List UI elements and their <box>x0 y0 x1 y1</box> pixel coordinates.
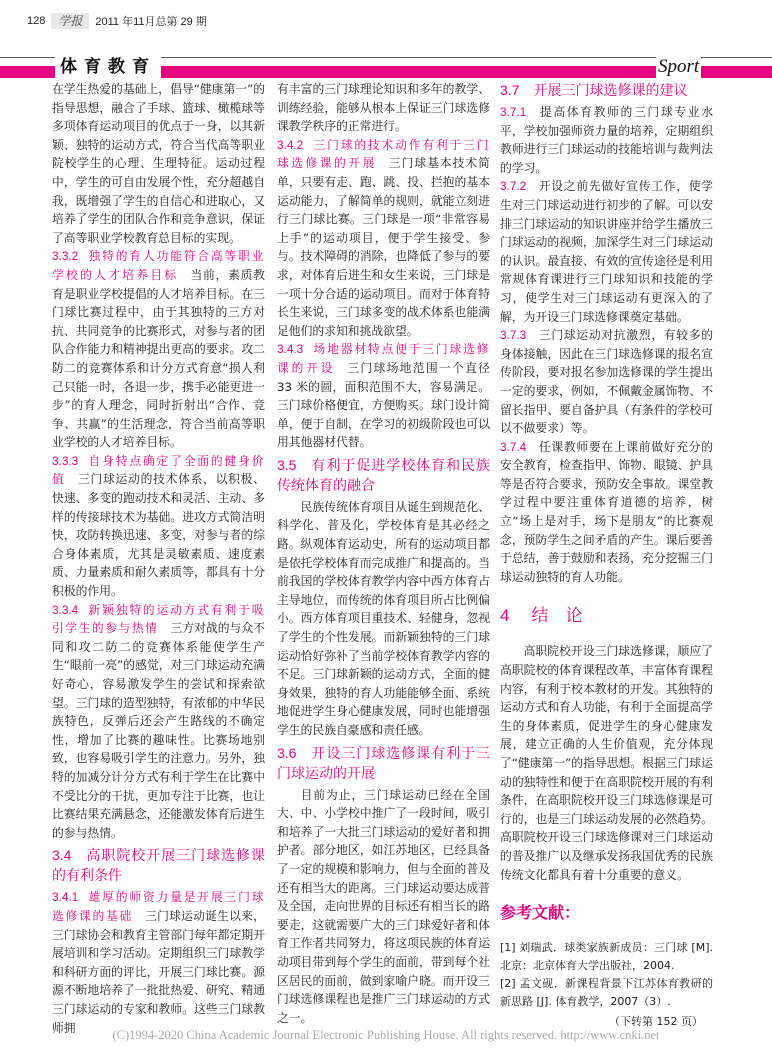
subsection-3-7-2 <box>500 177 713 326</box>
heading-title: 有利于促进学校体育和民族传统体育的融合 <box>277 457 490 494</box>
reference-item: [2] 孟文砚．新课程背景下江苏体育教研的新思路 [J]. 体育教学，2007（3）. <box>500 976 713 1008</box>
paragraph: 任课教师要在上课前做好充分的安全教育，检查指甲、饰物、眼镜、护具等是否符合要求，预防安全事故。课堂教学过程中要注重体育道德的培养，树立“场上是对手，场下是朋友”的比赛观念，预防学生之间矛盾的产生。课后要善于总结，善于鼓励和表扬，充分挖掘三门球运动独特的育人功能。 <box>500 439 713 584</box>
paragraph: 当前，素质教育是职业学校提倡的人才培养目标。在三门球比赛过程中，由于其独特的三方对抗、共同竞争的比赛形式，对参与者的团队合作能力和精神提出更高的要求。攻二防二的竞赛体系和计分方式育意“损人利己只能一时，各退一步，携手必能更进一步”的育人理念，同时折射出“合作、竞争、共赢”的生活理念，符合当前高等职业学校的人才培养目标。 <box>52 267 265 450</box>
subsection-3-3-3 <box>52 452 265 601</box>
heading-number: 3.5 <box>277 456 297 473</box>
heading-title: 结 论 <box>531 606 583 627</box>
heading-3-4 <box>52 845 265 886</box>
heading-number: 4 <box>500 606 510 626</box>
subsection-title: 雄厚的师资力量是开展三门球选修课的基础 <box>52 890 265 923</box>
running-header <box>27 13 207 29</box>
continued-note: （下转第 152 页） <box>609 1014 703 1028</box>
subsection-3-4-3 <box>277 340 490 452</box>
subsection-number: 3.4.2 <box>277 137 304 152</box>
copyright-footer: (C)1994-2020 China Academic Journal Electronic Publishing House. All rights reserved. http://www.cnki.net <box>112 1028 660 1042</box>
subsection-3-7-3 <box>500 326 713 438</box>
subsection-title: 自身特点确定了全面的健身价值 <box>52 453 265 487</box>
subsection-3-7-1 <box>500 103 713 177</box>
journal-logo: 学报 <box>51 13 89 29</box>
subsection-number: 3.7.2 <box>500 179 527 194</box>
subsection-number: 3.7.4 <box>500 439 527 454</box>
heading-3-6 <box>277 743 490 784</box>
subsection-3-3-4 <box>52 601 265 843</box>
section-title: 体育教育 <box>55 54 161 80</box>
paragraph: 目前为止，三门球运动已经在全国大、中、小学校中推广了一段时间，吸引和培养了一大批三门球运动的爱好者和拥护者。部分地区，如江苏地区，已经具备了一定的规模和影响力，但与全面的普及还有相当大的距离。三门球运动要达成普及全国，走向世界的目标还有相当长的路要走，这就需要广大的三门球爱好者和体育工作者共同努力，将这项民族的体育运动项目带到每个学生的面前，带到每个社区居民的面前，做到家喻户晓。而开设三门球选修课程也是推广三门球运动的方式之一。 <box>277 787 490 1025</box>
subsection-title: 场地器材特点便于三门球选修课的开设 <box>277 342 490 375</box>
paragraph: 三门球运动对抗激烈，有较多的身体接触，因此在三门球选修课的报名宣传阶段，要对报名参加选修课的学生提出一定的要求，例如，不佩戴金属饰物、不留长指甲、要自备护具（有条件的学校可以不做要求）等。 <box>500 328 713 436</box>
paragraph: 民族传统体育项目从诞生到规范化、科学化、普及化，学校体育是其必经之路。纵观体育运动史，所有的运动项目都是依托学校体育而完成推广和提高的。当前我国的学校体育教学内容中西方体育占主导地位，而传统的体育项目所占比例偏小。西方体育项目重技术、轻健身，忽视了学生的个性发展。而新颖独特的三门球运动恰好弥补了当前学校体育教学内容的不足。三门球新颖的运动方式，全面的健身效果，独特的育人功能能够全面、系统地促进学生身心健康发展，同时也能增强学生的民族自豪感和责任感。 <box>277 499 490 737</box>
heading-3-5 <box>277 455 490 496</box>
subsection-3-4-1 <box>52 888 265 1037</box>
subsection-number: 3.7.3 <box>500 328 527 343</box>
subsection-3-7-4 <box>500 438 713 587</box>
subsection-number: 3.3.2 <box>52 249 79 264</box>
heading-title: 开设三门球选修课有利于三门球运动的开展 <box>277 745 490 782</box>
heading-4-conclusion <box>500 604 713 628</box>
subsection-title: 新颖独特的运动方式有利于吸引学生的参与热情 <box>52 602 265 636</box>
subsection-3-3-2 <box>52 247 265 452</box>
subsection-number: 3.3.3 <box>52 453 79 468</box>
issue-info: 2011 年11月总第 29 期 <box>95 16 207 28</box>
paragraph: 高职院校开设三门球选修课，顺应了高职院校的体育课程改革，丰富体育课程内容，有利于校本教材的开发。其独特的运动方式和育人功能，有利于全面提高学生的身体素质，促进学生的身心健康发展，建立正确的人生价值观，充分体现了“健康第一”的指导思想。根据三门球运动的独特性和便于在高职院校开展的有利条件，在高职院校开设三门球选修课是可行的，也是三门球运动发展的必然趋势。高职院校开设三门球选修课对三门球运动的普及推广以及继承发扬我国优秀的民族传统文化都具有着十分重要的意义。 <box>500 644 713 882</box>
heading-number: 3.4 <box>52 847 72 864</box>
subsection-number: 3.4.1 <box>52 890 79 905</box>
paragraph: 开设之前先做好宣传工作，使学生对三门球运动进行初步的了解。可以安排三门球运动的知识讲座并给学生播放三门球运动的视频，加深学生对三门球运动的认识。最直接、有效的宣传途径是利用常规体育课进行三门球知识和技能的学习，使学生对三门球运动有更深入的了解，为开设三门球选修课奠定基础。 <box>500 179 713 324</box>
paragraph: 三方对战的与众不同和攻二防二的竞赛体系能使学生产生“眼前一亮”的感觉，对三门球运动充满好奇心，容易激发学生的尝试和探索欲望。三门球的造型独特，有浓郁的中华民族特色，反弹后还会产生路线的不确定性，增加了比赛的趣味性。比赛场地别致，也容易吸引学生的注意力。另外，独特的加减分计分方式有利于学生在比赛中不受比分的干扰，更加专注于比赛，也让比赛结果充满悬念，还能激发体育后进生的参与热情。 <box>52 621 265 840</box>
section-title-en: Sport <box>656 54 701 80</box>
paragraph: 在学生热爱的基础上，倡导“健康第一”的指导思想，融合了手球、篮球、橄榄球等多项体育运动项目的优点于一身，以其新颖、独特的运动方式，符合当代高等职业院校学生的心理、生理特征。运动过程中，学生的可自由发展个性，充分超越自我，既增强了学生的自信心和进取心，又培养了学生的团队合作和竞争意识，保证了高等职业学校教育总目标的实现。 <box>52 82 265 245</box>
subsection-3-4-2 <box>277 136 490 341</box>
heading-title: 开展三门球选修课的建议 <box>533 83 688 99</box>
paragraph: 三门球场地范围一个直径 33 米的圆，面积范围不大，容易满足。三门球价格便宜，方便购买。球门设计简单，便于自制，在学习的初级阶段也可以用其他器材代替。 <box>277 360 490 450</box>
page-number: 128 <box>27 15 46 27</box>
subsection-number: 3.3.4 <box>52 602 79 617</box>
heading-number: 3.6 <box>277 744 297 761</box>
heading-title: 高职院校开展三门球选修课的有利条件 <box>52 848 265 885</box>
column-3 <box>500 80 713 1031</box>
subsection-number: 3.7.1 <box>500 105 527 119</box>
heading-3-7 <box>500 80 713 101</box>
column-2 <box>277 80 490 1027</box>
paragraph: 有丰富的三门球理论知识和多年的教学、训练经验，能够从根本上保证三门球选修课教学秩序的正常进行。 <box>277 82 490 134</box>
paragraph: 提高体育教师的三门球专业水平，学校加强师资力量的培养，定期组织教师进行三门球运动的技能培训与裁判法的学习。 <box>500 105 713 175</box>
column-1 <box>52 80 265 1037</box>
paragraph: 三门球运动的技术体系，以积极、快速、多变的跑动技术和灵活、主动、多样的传接球技术为基础。进攻方式简洁明快，攻防转换迅速、多变，对参与者的综合身体素质，尤其是灵敏素质、速度素质、力量素质和耐久素质等，都具有十分积极的作用。 <box>52 472 265 599</box>
references-title: 参考文献： <box>500 903 581 923</box>
reference-item: [1] 刘瑞武．球类家族新成员：三门球 [M]. 北京：北京体育大学出版社，2004. <box>500 940 713 972</box>
subsection-title: 三门球的技术动作有利于三门球选修课的开展 <box>277 137 490 171</box>
subsection-title: 独特的育人功能符合高等职业学校的人才培养目标 <box>52 249 265 282</box>
paragraph: 三门球运动诞生以来，三门球协会和教育主管部门每年都定期开展培训和学习活动。定期组织三门球教学和科研方面的评比，开展三门球比赛。源源不断地培养了一批批热爱、研究、精通三门球运动的专家和教师。这些三门球教师拥 <box>52 908 265 1035</box>
heading-number: 3.7 <box>500 82 520 98</box>
paragraph: 三门球基本技术简单，只要有走、跑、跳、投、拦抱的基本运动能力，了解简单的规则，就能立刻进行三门球比赛。三门球是一项“非常容易上手”的运动项目，便于学生接受、参与。技术障碍的消除，也降低了参与的要求，对体育后进生和女生来说，三门球是一项十分合适的运动项目。而对于体育特长生来说，三门球多变的战术体系也能满足他们的求知和挑战欲望。 <box>277 156 490 338</box>
subsection-number: 3.4.3 <box>277 342 304 357</box>
